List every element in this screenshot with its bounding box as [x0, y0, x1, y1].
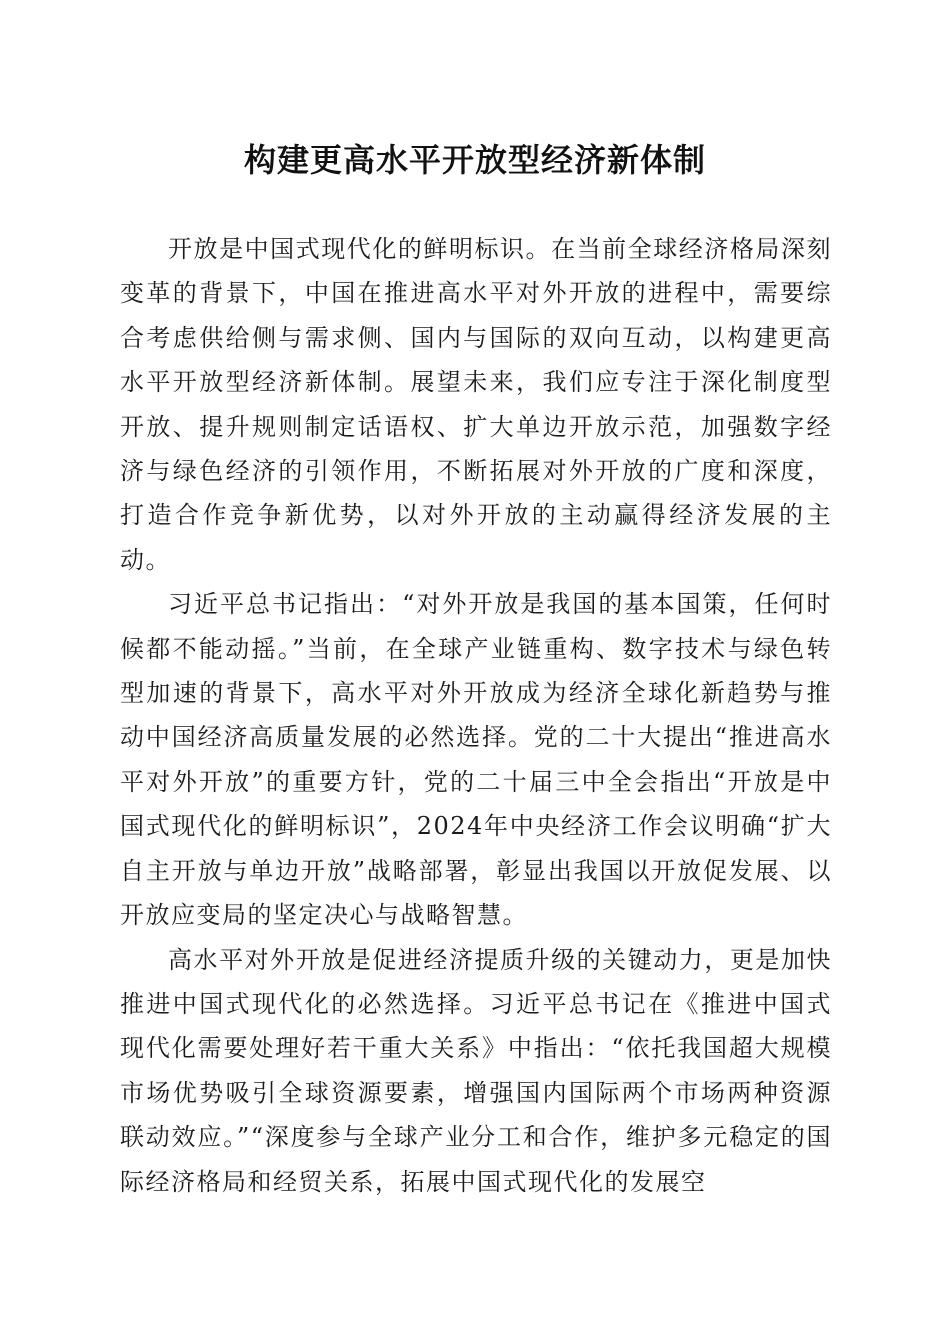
document-body: [120, 227, 832, 1204]
document-title: 构建更高水平开放型经济新体制: [243, 141, 706, 179]
paragraph-3: 高水平对外开放是促进经济提质升级的关键动力，更是加快推进中国式现代化的必然选择。习近平总书记在《推进中国式现代化需要处理好若干重大关系》中指出：“依托我国超大规模市场优势吸引全球资源要素，增强国内国际两个市场两种资源联动效应。”“深度参与全球产业分工和合作，维护多元稳定的国际经济格局和经贸关系，拓展中国式现代化的发展空: [120, 945, 832, 1196]
paragraph-1: 开放是中国式现代化的鲜明标识。在当前全球经济格局深刻变革的背景下，中国在推进高水平对外开放的进程中，需要综合考虑供给侧与需求侧、国内与国际的双向互动，以构建更高水平开放型经济新体制。展望未来，我们应专注于深化制度型开放、提升规则制定话语权、扩大单边开放示范，加强数字经济与绿色经济的引领作用，不断拓展对外开放的广度和深度，打造合作竞争新优势，以对外开放的主动赢得经济发展的主动。: [120, 235, 832, 574]
paragraph-2: 习近平总书记指出：“对外开放是我国的基本国策，任何时候都不能动摇。”当前，在全球产业链重构、数字技术与绿色转型加速的背景下，高水平对外开放成为经济全球化新趋势与推动中国经济高质量发展的必然选择。党的二十大提出“推进高水平对外开放”的重要方针，党的二十届三中全会指出“开放是中国式现代化的鲜明标识”，2024年中央经济工作会议明确“扩大自主开放与单边开放”战略部署，彰显出我国以开放促发展、以开放应变局的坚定决心与战略智慧。: [120, 590, 832, 930]
